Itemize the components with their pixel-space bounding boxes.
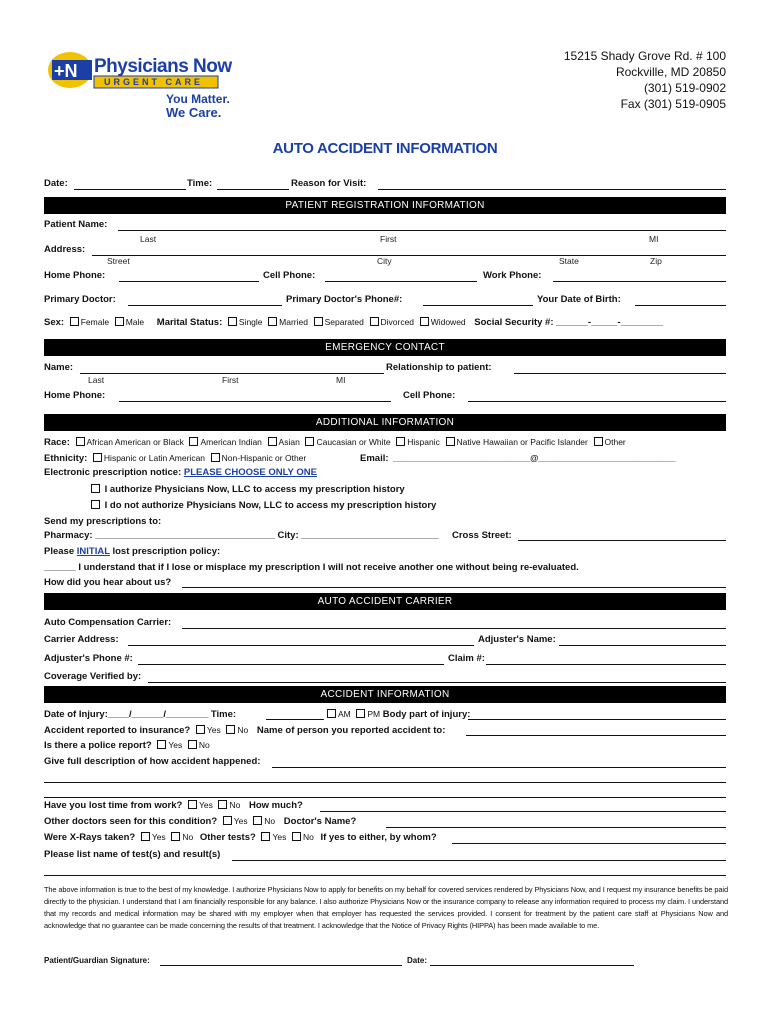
ssn-field[interactable]: ______-_____-________: [556, 317, 663, 328]
description-line[interactable]: [44, 782, 726, 783]
logo-urgent-care: URGENT CARE: [104, 77, 204, 87]
race-checkbox[interactable]: [268, 437, 277, 446]
initial-policy: [44, 546, 220, 557]
carrier-label: Auto Compensation Carrier:: [44, 617, 172, 628]
doi-row: [44, 709, 236, 720]
hear-label: How did you hear about us?: [44, 577, 172, 588]
how-much-field[interactable]: [320, 811, 726, 812]
lost-policy-text: lost prescription policy:: [112, 546, 221, 557]
other-doctors-no-checkbox[interactable]: [253, 816, 262, 825]
separated-checkbox[interactable]: [314, 317, 323, 326]
state-sublabel: State: [559, 256, 579, 266]
race-label: Race:: [44, 437, 70, 448]
emergency-last-sublabel: Last: [88, 375, 105, 385]
ethnicity-label: Ethnicity:: [44, 453, 88, 464]
signature-label: Patient/Guardian Signature:: [44, 956, 150, 965]
single-checkbox[interactable]: [228, 317, 237, 326]
race-checkbox[interactable]: [396, 437, 405, 446]
reported-row: [44, 725, 445, 736]
other-doctors-row: [44, 816, 356, 827]
yes-option: Yes: [151, 832, 166, 842]
marital-label: Marital Status:: [156, 317, 223, 328]
race-option: Native Hawaiian or Pacific Islander: [456, 437, 588, 447]
ethnicity-option: Non-Hispanic or Other: [221, 453, 307, 463]
choose-one-link[interactable]: PLEASE CHOOSE ONLY ONE: [183, 467, 317, 478]
race-checkbox[interactable]: [189, 437, 198, 446]
other-tests-no-checkbox[interactable]: [292, 832, 301, 841]
consent-disclaimer: The above information is true to the best of my knowledge. I authorize Physicians Now to apply for benefits on my behalf for covered services rendered by Physicians Now, and I request my insurance benefits be paid directly to the physician. I understand that I am financially responsible for any balance. I also authorize Physicians Now or the insurance company to release any information required to process my claim. I understand that my records and medical information may be shared with my employer when that employer has requested the services provided. I consent for treatment by the patient care staff at Physicians Now and acknowledge that no guarantee can be made concerning the results of that treatment. I acknowledge that the Notice of Privacy Rights (HIPPA) has been made available to me.: [44, 885, 728, 930]
address-label: Address:: [44, 244, 86, 255]
emergency-name-field[interactable]: [80, 373, 384, 374]
lost-time-row: [44, 800, 303, 811]
authorize-text: I authorize Physicians Now, LLC to access my prescription history: [104, 484, 405, 495]
race-option: American Indian: [200, 437, 262, 447]
description-line[interactable]: [44, 797, 726, 798]
lost-time-yes-checkbox[interactable]: [188, 800, 197, 809]
description-label: Give full description of how accident happened:: [44, 756, 261, 767]
phone-line: (301) 519-0902: [643, 81, 726, 95]
logo-tagline-1: You Matter.: [166, 92, 230, 106]
patient-name-label: Patient Name:: [44, 219, 108, 230]
section-emergency-contact: EMERGENCY CONTACT: [44, 339, 726, 356]
male-option: Male: [125, 317, 145, 327]
tests-list-line[interactable]: [44, 875, 726, 876]
married-checkbox[interactable]: [268, 317, 277, 326]
body-part-label: Body part of injury:: [382, 709, 471, 720]
relationship-label: Relationship to patient:: [386, 362, 492, 373]
single-option: Single: [238, 317, 263, 327]
am-option: AM: [338, 709, 351, 719]
please-text: Please: [44, 546, 75, 557]
no-option: No: [198, 740, 210, 750]
race-option: African American or Black: [86, 437, 184, 447]
police-label: Is there a police report?: [44, 740, 152, 751]
authorize-option: [88, 484, 405, 495]
sex-marital-row: [44, 317, 663, 328]
tests-list-label: Please list name of test(s) and result(s): [44, 849, 221, 860]
married-option: Married: [279, 317, 308, 327]
doi-label: Date of Injury:: [44, 709, 108, 720]
home-phone-field[interactable]: [119, 281, 259, 282]
reason-field[interactable]: [378, 189, 726, 190]
physicians-now-logo: [46, 40, 246, 126]
doctors-name-field[interactable]: [386, 827, 726, 828]
address-line: 15215 Shady Grove Rd. # 100: [563, 49, 726, 63]
divorced-option: Divorced: [380, 317, 415, 327]
xrays-label: Were X-Rays taken?: [44, 832, 136, 843]
time-field[interactable]: [217, 189, 289, 190]
female-checkbox[interactable]: [70, 317, 79, 326]
cross-street-field[interactable]: [518, 540, 726, 541]
emergency-cell-phone-field[interactable]: [468, 401, 726, 402]
not-authorize-text: I do not authorize Physicians Now, LLC to access my prescription history: [104, 500, 437, 511]
primary-doctor-label: Primary Doctor:: [44, 294, 116, 305]
body-part-field[interactable]: [468, 719, 726, 720]
other-doctors-yes-checkbox[interactable]: [223, 816, 232, 825]
doctors-name-label: Doctor's Name?: [283, 816, 357, 827]
adjuster-phone-label: Adjuster's Phone #:: [44, 653, 133, 664]
section-patient-registration: PATIENT REGISTRATION INFORMATION: [44, 197, 726, 214]
female-option: Female: [80, 317, 110, 327]
carrier-address-field[interactable]: [128, 645, 474, 646]
widowed-checkbox[interactable]: [420, 317, 429, 326]
pharmacy-field[interactable]: __________________________________: [95, 530, 275, 541]
reported-no-checkbox[interactable]: [226, 725, 235, 734]
date-field[interactable]: [74, 189, 186, 190]
understand-text: I understand that if I lose or misplace my prescription I will not receive another one without being re-evaluated.: [78, 562, 579, 573]
am-pm-row: [324, 709, 470, 720]
email-field[interactable]: _____________________________@_____________________________: [393, 453, 676, 463]
cell-phone-field[interactable]: [325, 281, 477, 282]
initial-field[interactable]: ______: [44, 562, 76, 573]
separated-option: Separated: [324, 317, 364, 327]
race-option: Other: [604, 437, 626, 447]
doi-field[interactable]: ____/______/________: [107, 709, 209, 720]
reported-to-label: Name of person you reported accident to:: [256, 725, 446, 736]
not-authorize-option: [88, 500, 436, 511]
race-option: Asian: [278, 437, 300, 447]
other-tests-label: Other tests?: [199, 832, 256, 843]
yes-option: Yes: [272, 832, 287, 842]
police-row: [44, 740, 210, 751]
signature-date-label: Date:: [407, 956, 428, 965]
first-sublabel: First: [380, 234, 397, 244]
claim-field[interactable]: [486, 664, 726, 665]
race-checkbox[interactable]: [594, 437, 603, 446]
signature-field[interactable]: [160, 965, 402, 966]
pm-checkbox[interactable]: [356, 709, 365, 718]
accident-time-field[interactable]: [266, 719, 324, 720]
ethnicity-checkbox[interactable]: [93, 453, 102, 462]
city-sublabel: City: [377, 256, 392, 266]
claim-label: Claim #:: [448, 653, 485, 664]
reported-label: Accident reported to insurance?: [44, 725, 191, 736]
fax-line: Fax (301) 519-0905: [620, 97, 726, 111]
race-checkbox[interactable]: [76, 437, 85, 446]
primary-doctor-field[interactable]: [128, 305, 282, 306]
by-whom-label: If yes to either, by whom?: [320, 832, 437, 843]
patient-name-field[interactable]: [118, 230, 726, 231]
street-sublabel: Street: [107, 256, 130, 266]
cell-phone-label: Cell Phone:: [263, 270, 316, 281]
clinic-address: [564, 48, 726, 112]
work-phone-label: Work Phone:: [483, 270, 542, 281]
emergency-mi-sublabel: MI: [336, 375, 346, 385]
page-title: AUTO ACCIDENT INFORMATION: [272, 140, 498, 157]
signature-date-field[interactable]: [430, 965, 634, 966]
lost-time-no-checkbox[interactable]: [218, 800, 227, 809]
lost-time-label: Have you lost time from work?: [44, 800, 183, 811]
mi-sublabel: MI: [649, 234, 659, 244]
last-sublabel: Last: [140, 234, 157, 244]
dob-label: Your Date of Birth:: [537, 294, 621, 305]
address-field[interactable]: [92, 255, 726, 256]
description-field[interactable]: [272, 767, 726, 768]
emergency-home-phone-label: Home Phone:: [44, 390, 106, 401]
how-much-label: How much?: [248, 800, 303, 811]
section-additional-information: ADDITIONAL INFORMATION: [44, 414, 726, 431]
divorced-checkbox[interactable]: [370, 317, 379, 326]
pharmacy-city-label: City:: [277, 530, 299, 541]
race-row: [44, 437, 626, 448]
ethnicity-option: Hispanic or Latin American: [103, 453, 206, 463]
no-option: No: [237, 725, 249, 735]
by-whom-field[interactable]: [452, 843, 726, 844]
zip-sublabel: Zip: [650, 256, 662, 266]
ssn-label: Social Security #:: [474, 317, 554, 328]
adjuster-name-field[interactable]: [559, 645, 726, 646]
no-option: No: [302, 832, 314, 842]
erx-notice: [44, 467, 317, 478]
carrier-field[interactable]: [182, 628, 726, 629]
send-prescriptions-label: Send my prescriptions to:: [44, 516, 162, 527]
understand-row: [44, 562, 579, 573]
race-option: Hispanic: [407, 437, 440, 447]
ethnicity-checkbox[interactable]: [211, 453, 220, 462]
email-label: Email:: [360, 453, 389, 464]
logo-tagline-2: We Care.: [166, 105, 222, 120]
no-option: No: [264, 816, 276, 826]
pharmacy-row: [44, 530, 439, 541]
adjuster-phone-field[interactable]: [138, 664, 444, 665]
xrays-row: [44, 832, 437, 843]
other-tests-yes-checkbox[interactable]: [261, 832, 270, 841]
carrier-address-label: Carrier Address:: [44, 634, 119, 645]
yes-option: Yes: [206, 725, 221, 735]
section-accident-information: ACCIDENT INFORMATION: [44, 686, 726, 703]
male-checkbox[interactable]: [115, 317, 124, 326]
pm-option: PM: [367, 709, 381, 719]
coverage-label: Coverage Verified by:: [44, 671, 142, 682]
no-option: No: [182, 832, 194, 842]
emergency-first-sublabel: First: [222, 375, 239, 385]
adjuster-name-label: Adjuster's Name:: [478, 634, 556, 645]
am-checkbox[interactable]: [327, 709, 336, 718]
accident-time-label: Time:: [210, 709, 237, 720]
doctor-phone-field[interactable]: [423, 305, 533, 306]
date-label: Date:: [44, 178, 68, 189]
no-option: No: [229, 800, 241, 810]
hear-field[interactable]: [182, 587, 726, 588]
time-label: Time:: [187, 178, 213, 189]
section-auto-accident-carrier: AUTO ACCIDENT CARRIER: [44, 593, 726, 610]
yes-option: Yes: [233, 816, 248, 826]
home-phone-label: Home Phone:: [44, 270, 106, 281]
reported-to-field[interactable]: [466, 735, 726, 736]
relationship-field[interactable]: [514, 373, 726, 374]
logo-name: Physicians Now: [94, 56, 232, 77]
police-yes-checkbox[interactable]: [157, 740, 166, 749]
authorize-checkbox[interactable]: [91, 484, 100, 493]
reason-label: Reason for Visit:: [291, 178, 367, 189]
dob-field[interactable]: [635, 305, 726, 306]
race-checkbox[interactable]: [446, 437, 455, 446]
emergency-home-phone-field[interactable]: [119, 401, 391, 402]
coverage-field[interactable]: [148, 682, 726, 683]
cross-street-label: Cross Street:: [452, 530, 512, 541]
emergency-name-label: Name:: [44, 362, 74, 373]
race-option: Caucasian or White: [316, 437, 391, 447]
xrays-yes-checkbox[interactable]: [141, 832, 150, 841]
work-phone-field[interactable]: [553, 281, 726, 282]
sex-label: Sex:: [44, 317, 65, 328]
race-checkbox[interactable]: [305, 437, 314, 446]
not-authorize-checkbox[interactable]: [91, 500, 100, 509]
tests-list-field[interactable]: [232, 860, 726, 861]
widowed-option: Widowed: [430, 317, 466, 327]
yes-option: Yes: [198, 800, 213, 810]
pharmacy-label: Pharmacy:: [44, 530, 93, 541]
emergency-cell-phone-label: Cell Phone:: [403, 390, 456, 401]
police-no-checkbox[interactable]: [188, 740, 197, 749]
address-line: Rockville, MD 20850: [615, 65, 726, 79]
reported-yes-checkbox[interactable]: [196, 725, 205, 734]
other-doctors-label: Other doctors seen for this condition?: [44, 816, 218, 827]
svg-text:+N: +N: [54, 61, 78, 81]
yes-option: Yes: [168, 740, 183, 750]
xrays-no-checkbox[interactable]: [171, 832, 180, 841]
initial-link[interactable]: INITIAL: [76, 546, 110, 557]
pharmacy-city-field[interactable]: __________________________: [301, 530, 439, 541]
erx-notice-label: Electronic prescription notice:: [44, 467, 182, 478]
doctor-phone-label: Primary Doctor's Phone#:: [286, 294, 403, 305]
ethnicity-row: [44, 453, 306, 464]
